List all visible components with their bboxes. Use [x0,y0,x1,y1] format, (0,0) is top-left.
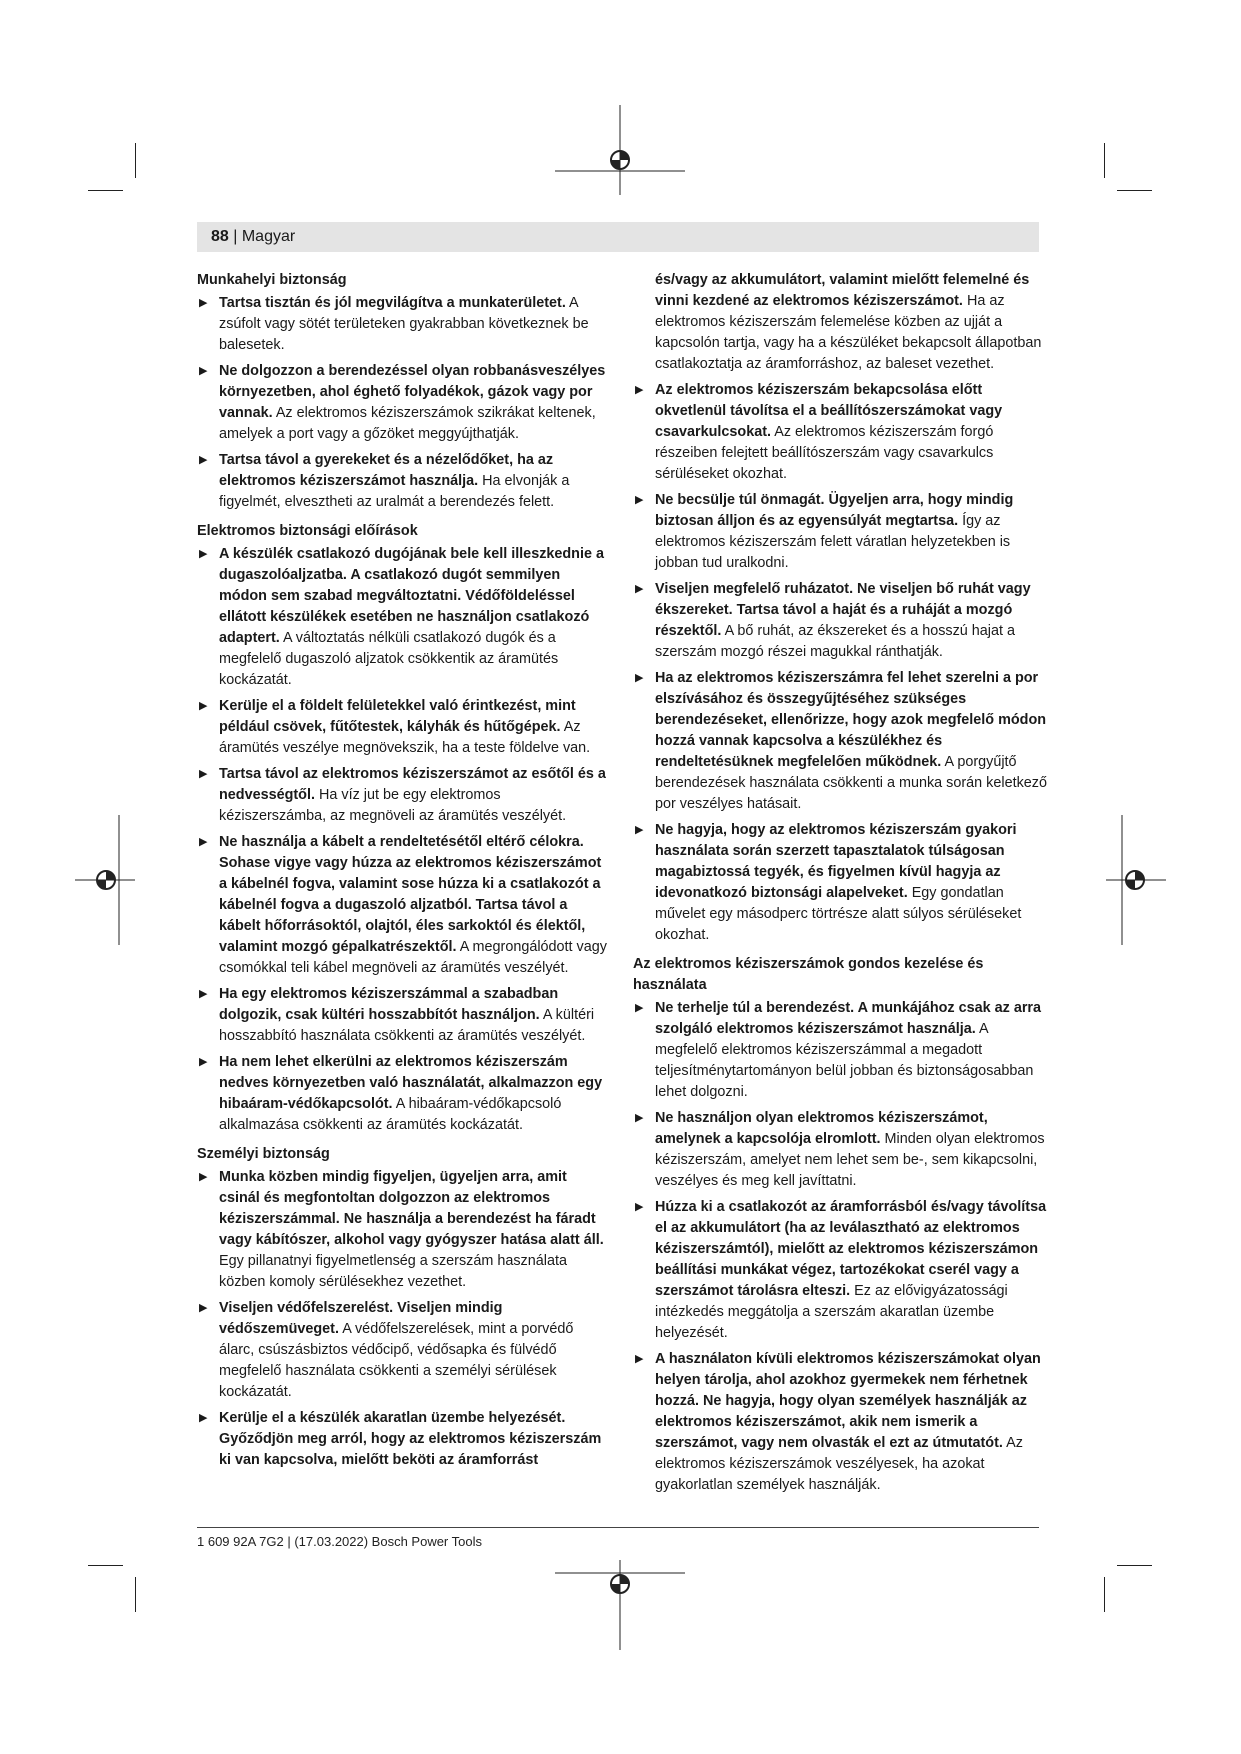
item-bold: A készülék csatlakozó dugójának bele kell illeszkednie a dugaszolóaljzatba. A csatlakozó dugót semmilyen módon sem szabad megváltoztatni. Védőföldeléssel ellátott készülékek esetében ne használjon csatlakozó adaptert. [219,546,604,646]
list-item [197,984,610,1047]
item-bold: Húzza ki a csatlakozót az áramforrásból és/vagy távolítsa el az akkumulátort (ha az leválasztható az elektromos kéziszerszámtól), mielőtt az elektromos kéziszerszámon beállítási munkákat végez, tartozékokat cserél vagy a szerszámot tárolásra elteszi. [655,1199,1047,1299]
footer-rule [197,1527,1039,1528]
list-item [633,668,1049,815]
item-text: A kültéri hosszabbító használata csökkenti az áramütés veszélyét. [219,1007,595,1044]
item-bold: és/vagy az akkumulátort, valamint mielőtt felemelné és vinni kezdené az elektromos kéziszerszámot. [655,272,1030,309]
list-item [197,293,610,356]
list-item [197,450,610,513]
section-title: Elektromos biztonsági előírások [197,523,418,539]
list-item [633,1349,1049,1496]
crop-mark [135,143,136,178]
bullet-icon: ▶ [199,548,208,560]
bullet-icon: ▶ [635,1112,644,1124]
bullet-icon: ▶ [635,672,644,684]
crop-mark [1104,143,1105,178]
item-text: Egy gondatlan művelet egy másodperc törtrésze alatt súlyos sérüléseket okozhat. [655,885,1022,943]
item-bold: Ne használja a kábelt a rendeltetésétől eltérő célokra. Sohase vigye vagy húzza az elektromos kéziszerszámot a kábelnél fogva, valamint sose húzza ki a csatlakozót a kábelnél fogva a dugaszoló aljzatból. Tartsa távol a kábelt hőforrásoktól, olajtól, éles sarkoktól és élektől, valamint mozgó gépalkatrészektől. [219,834,602,955]
item-text: Így az elektromos kéziszerszám felett váratlan helyzetekben is jobban tud uralkodni. [655,513,1011,571]
list-item [197,1298,610,1403]
left-column [197,270,610,1476]
bullet-icon: ▶ [199,297,208,309]
bullet-icon: ▶ [199,1302,208,1314]
bullet-icon: ▶ [199,768,208,780]
list-item [197,1408,610,1471]
registration-mark-right [1106,815,1166,945]
list-item-continued [633,270,1049,375]
item-text: A porgyűjtő berendezések használata csökkenti a munka során keletkező por veszélyes hatásait. [655,754,1047,812]
item-bold: Tartsa távol az elektromos kéziszerszámot az esőtől és a nedvességtől. [219,766,606,803]
crop-mark [88,1565,123,1566]
crop-mark [135,1577,136,1612]
bullet-icon: ▶ [199,1171,208,1183]
list-item [197,1167,610,1293]
item-bold: Ha egy elektromos kéziszerszámmal a szabadban dolgozik, csak kültéri hosszabbítót használjon. [219,986,559,1023]
item-text: A bő ruhát, az ékszereket és a hosszú hajat a szerszám mozgó részei magukkal ránthatják. [655,623,1015,660]
section-title: Munkahelyi biztonság [197,272,347,288]
item-bold: Ha nem lehet elkerülni az elektromos kéziszerszám nedves környezetben való használatát, alkalmazzon egy hibaáram-védőkapcsolót. [219,1054,603,1112]
section-title: Személyi biztonság [197,1146,330,1162]
list-item [197,696,610,759]
item-bold: Ne becsülje túl önmagát. Ügyeljen arra, hogy mindig biztosan álljon és az egyensúlyát megtartsa. [655,492,1014,529]
section-title: Az elektromos kéziszerszámok gondos kezelése és használata [633,956,984,993]
list-item [197,544,610,691]
item-text: Egy pillanatnyi figyelmetlenség a szerszám használata közben komoly sérülésekhez vezethet. [219,1253,567,1290]
item-bold: Az elektromos kéziszerszám bekapcsolása előtt okvetlenül távolítsa el a beállítószerszámokat vagy csavarkulcsokat. [655,382,1003,440]
item-bold: Viseljen megfelelő ruházatot. Ne viseljen bő ruhát vagy ékszereket. Tartsa távol a haját és a ruháját a mozgó részektől. [655,581,1031,639]
item-bold: Ha az elektromos kéziszerszámra fel lehet szerelni a por elszívásához és összegyűjtéséhez szükséges berendezéseket, ellenőrizze, hogy azok megfelelő módon hozzá vannak kapcsolva a készülékhez és rendeltetésüknek megfelelően működnek. [655,670,1047,770]
item-text: Minden olyan elektromos kéziszerszám, amelyet nem lehet sem be-, sem kikapcsolni, veszélyes és meg kell javíttatni. [655,1131,1045,1189]
crop-mark [1117,1565,1152,1566]
bullet-icon: ▶ [199,700,208,712]
item-text: A változtatás nélküli csatlakozó dugók és a megfelelő dugaszoló aljzatok csökkentik az áramütés kockázatát. [219,630,559,688]
item-bold: Munka közben mindig figyeljen, ügyeljen arra, amit csinál és megfontoltan dolgozzon az elektromos kéziszerszámmal. Ne használja a berendezést ha fáradt vagy kábítószer, alkohol vagy gyógyszer hatása alatt áll. [219,1169,604,1248]
crop-mark [1117,190,1152,191]
item-text: A hibaáram-védőkapcsoló alkalmazása csökkenti az áramütés kockázatát. [219,1096,562,1133]
registration-mark-left [75,815,135,945]
item-bold: Ne terhelje túl a berendezést. A munkájához csak az arra szolgáló elektromos kéziszerszámot használja. [655,1000,1042,1037]
bullet-icon: ▶ [635,494,644,506]
list-item [197,361,610,445]
list-item [633,490,1049,574]
list-item [633,1108,1049,1192]
item-bold: Tartsa tisztán és jól megvilágítva a munkaterületet. [219,295,566,311]
crop-mark [88,190,123,191]
item-text: Az áramütés veszélye megnövekszik, ha a teste földelve van. [219,719,591,756]
bullet-icon: ▶ [199,365,208,377]
page-footer: 1 609 92A 7G2 | (17.03.2022) Bosch Power Tools [197,1534,482,1549]
page-header [197,222,1039,252]
bullet-icon: ▶ [635,384,644,396]
bullet-icon: ▶ [199,988,208,1000]
item-text: Az elektromos kéziszerszám forgó részeiben felejtett beállítószerszám vagy csavarkulcs sérüléseket okozhat. [655,424,994,482]
item-bold: Ne hagyja, hogy az elektromos kéziszerszám gyakori használata során szerzett tapasztalatok túlságosan magabiztossá tegyék, és figyelmen kívül hagyja az idevonatkozó biztonsági alapelveket. [655,822,1017,901]
list-item [633,820,1049,946]
bullet-icon: ▶ [635,583,644,595]
registration-mark-top [555,105,685,195]
bullet-icon: ▶ [635,1201,644,1213]
bullet-icon: ▶ [199,1056,208,1068]
item-bold: Kerülje el a földelt felületekkel való érintkezést, mint például csövek, fűtőtestek, kályhák és hűtőgépek. [219,698,576,735]
list-item [197,764,610,827]
list-item [633,579,1049,663]
header-divider: | [228,228,242,245]
item-bold: Tartsa távol a gyerekeket és a nézelődőket, ha az elektromos kéziszerszámot használja. [219,452,554,489]
item-text: A megrongálódott vagy csomókkal teli kábel megnöveli az áramütés veszélyét. [219,939,607,976]
crop-mark [1104,1577,1105,1612]
item-text: Az elektromos kéziszerszámok szikrákat keltenek, amelyek a port vagy a gőzöket meggyújthatják. [219,405,596,442]
item-text: Ez az elővigyázatossági intézkedés meggátolja a szerszám akaratlan üzembe helyezését. [655,1283,1008,1341]
bullet-icon: ▶ [199,454,208,466]
item-text: A zsúfolt vagy sötét területeken gyakrabban következnek be balesetek. [219,295,589,353]
bullet-icon: ▶ [635,1353,644,1365]
bullet-icon: ▶ [199,836,208,848]
list-item [197,832,610,979]
item-text: A védőfelszerelések, mint a porvédő álarc, csúszásbiztos védőcipő, védősapka és fülvédő megfelelő használata csökkenti a személyi sérülések kockázatát. [219,1321,574,1400]
item-bold: Ne használjon olyan elektromos kéziszerszámot, amelynek a kapcsolója elromlott. [655,1110,988,1147]
item-text: Ha víz jut be egy elektromos kéziszerszámba, az megnöveli az áramütés veszélyét. [219,787,567,824]
bullet-icon: ▶ [199,1412,208,1424]
list-item [197,1052,610,1136]
bullet-icon: ▶ [635,824,644,836]
item-text: Ha elvonják a figyelmét, elvesztheti az uralmát a berendezés felett. [219,473,570,510]
page-number: 88 [211,228,229,245]
item-bold: A használaton kívüli elektromos kéziszerszámokat olyan helyen tárolja, ahol azokhoz gyermekek nem férhetnek hozzá. Ne hagyja, hogy olyan személyek használják az elektromos kéziszerszámot, akik nem ismerik a szerszámot, vagy nem olvasták el ezt az útmutatót. [655,1351,1041,1451]
item-text: Az elektromos kéziszerszámok veszélyesek, ha azokat gyakorlatlan személyek használják. [655,1435,1023,1493]
item-bold: Viseljen védőfelszerelést. Viseljen mindig védőszemüveget. [219,1300,503,1337]
right-column [633,270,1049,1501]
list-item [633,1197,1049,1344]
item-bold: Ne dolgozzon a berendezéssel olyan robbanásveszélyes környezetben, ahol éghető folyadékok, gázok vagy por vannak. [219,363,606,421]
item-text: A megfelelő elektromos kéziszerszámmal a megadott teljesítménytartományon belül jobban és biztonságosabban lehet dolgozni. [655,1021,1034,1100]
registration-mark-bottom [555,1560,685,1650]
header-language: Magyar [241,228,296,245]
list-item [633,380,1049,485]
item-text: Ha az elektromos kéziszerszám felemelése közben az ujját a kapcsolón tartja, vagy ha a készüléket bekapcsolt állapotban csatlakoztatja az áramforráshoz, az baleset vezethet. [655,293,1042,372]
list-item [633,998,1049,1103]
bullet-icon: ▶ [635,1002,644,1014]
item-bold: Kerülje el a készülék akaratlan üzembe helyezését. Győződjön meg arról, hogy az elektromos kéziszerszám ki van kapcsolva, mielőtt beköti az áramforrást [219,1410,602,1468]
